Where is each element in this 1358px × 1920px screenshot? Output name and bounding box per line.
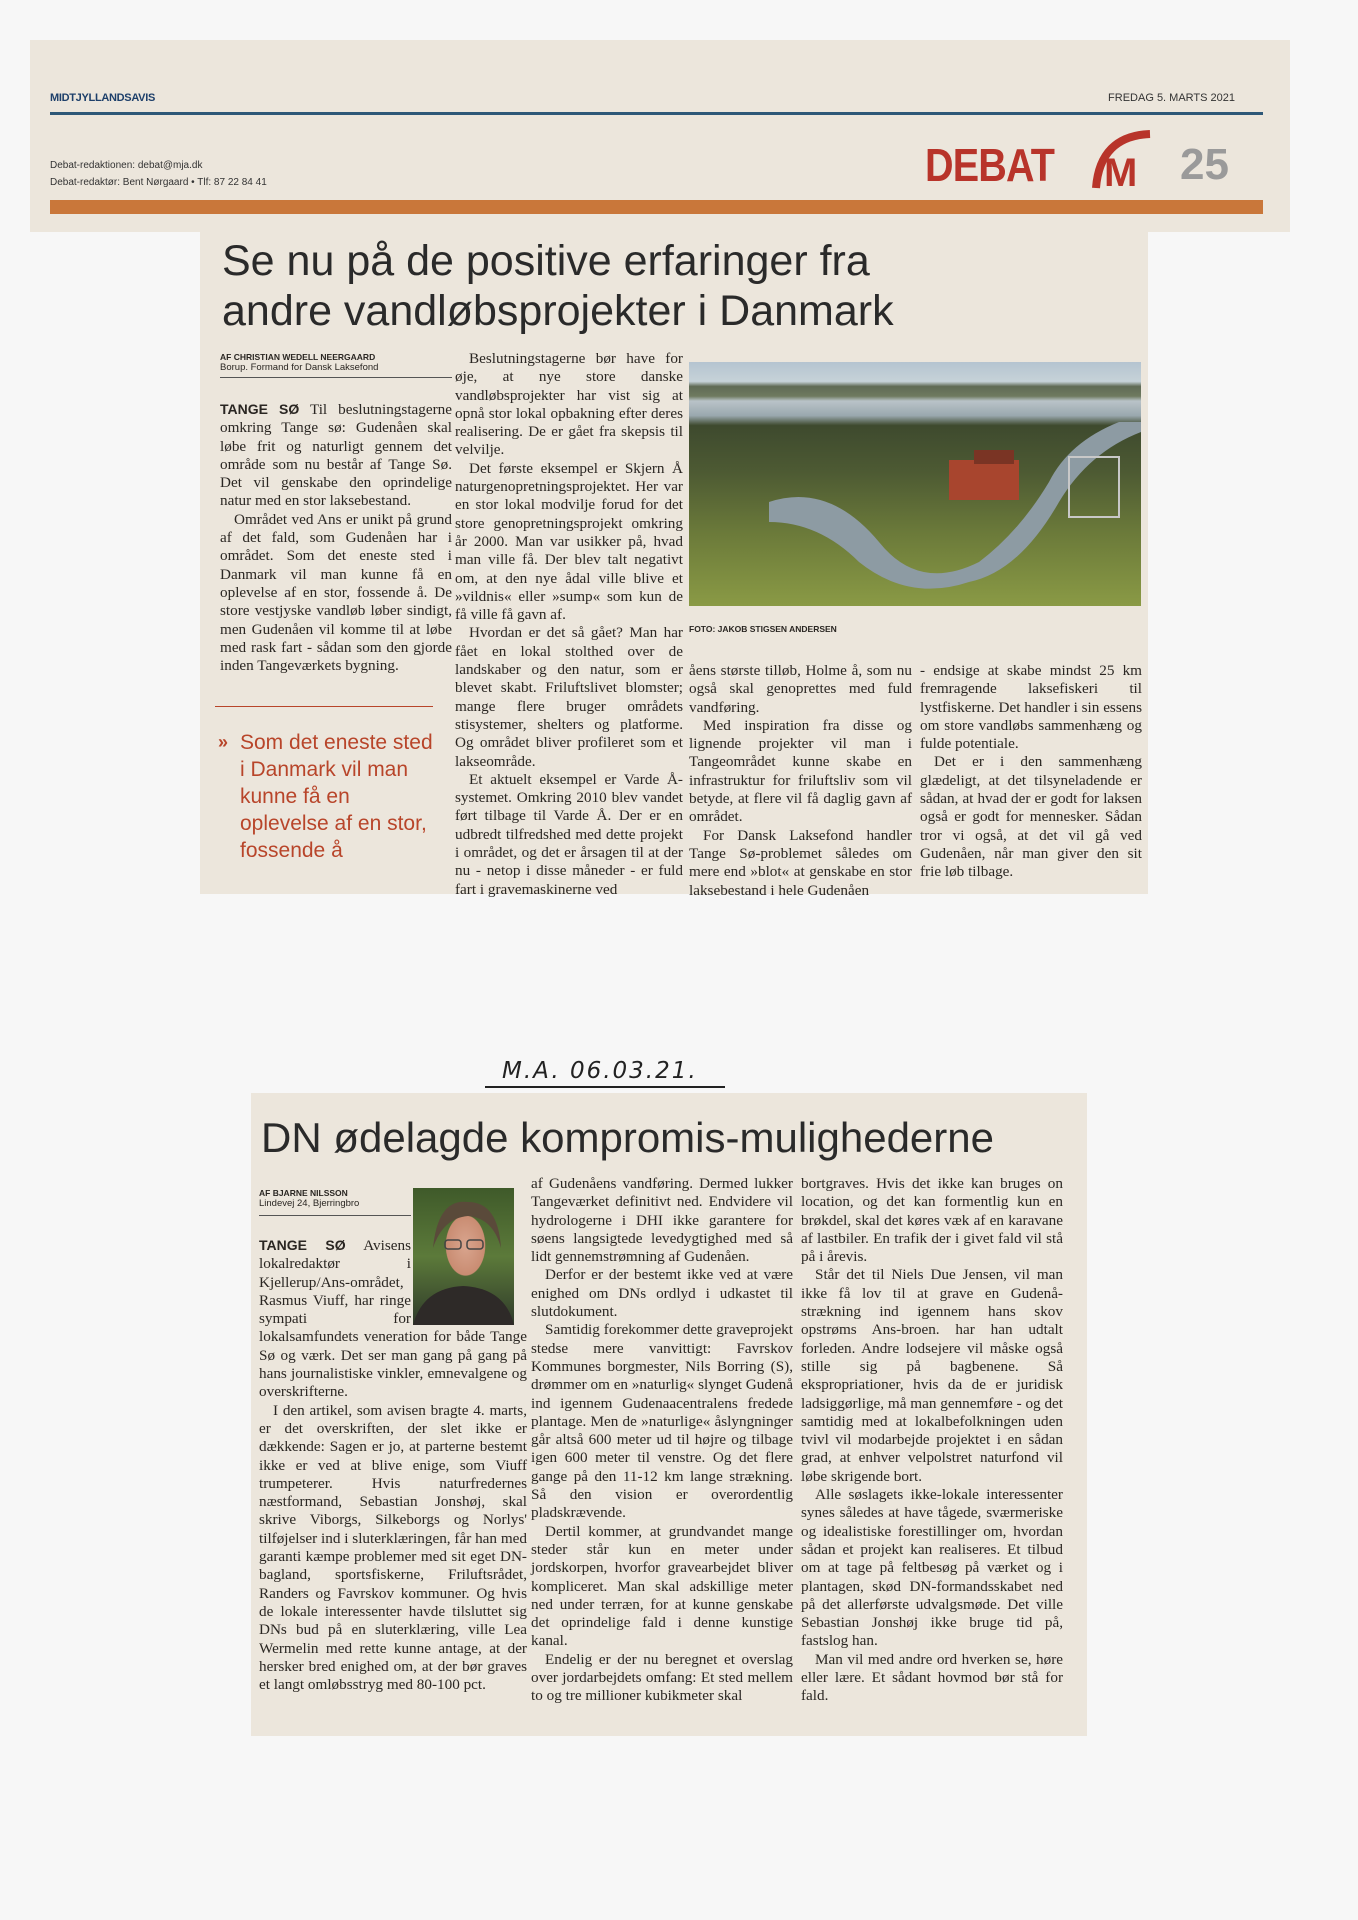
headline-line: Se nu på de positive erfaringer fra bbox=[222, 237, 870, 285]
photo-spacer bbox=[411, 1236, 527, 1328]
photo-caption: FOTO: JAKOB STIGSEN ANDERSEN bbox=[689, 624, 837, 634]
article-headline: DN ødelagde kompromis-mulighederne bbox=[261, 1114, 994, 1161]
newspaper-brand: MIDTJYLLANDSAVIS bbox=[50, 92, 156, 104]
byline-block bbox=[220, 352, 452, 378]
article-headline bbox=[222, 236, 894, 336]
divider bbox=[220, 377, 452, 378]
paragraph: Står det til Niels Due Jensen, vil man ikke få lov til at grave en Gudenå-strækning ind igennem hans skov opstrøms Ans-broen. har han udtalt forleden. Andre lodsejere vil måske også stille sig på bagbenene. Så ekspropriationer, hvis da de er juridisk ladsiggørlige, må man gennemføre - og det samtidig med at lokalbefolkningen uden tvivl vil modarbejde projektet i en sådan grad, at enhver velpolstret naturfond vil løbe skrigende bort. bbox=[801, 1266, 1063, 1485]
page-number: 25 bbox=[1180, 140, 1229, 189]
paragraph: - endsige at skabe mindst 25 km fremragende laksefiskeri til lystfiskerne. Det handler i sin essens om store vandløbs sammenhæng og fulde potentiale. bbox=[920, 662, 1142, 753]
paragraph: Området ved Ans er unikt på grund af det fald, som Gudenåen har i området. Som det eneste sted i Danmark vil man kunne få en oplevelse af en stor, fossende å. De store vestjyske vandløb løber sindigt, men Gudenåen vil komme til at løbe med rask fart - sådan som den gjorde inden Tangeværkets bygning. bbox=[220, 510, 452, 675]
paragraph: Dertil kommer, at grundvandet mange steder står kun en meter under jordskorpen, hvorfor gravearbejdet bliver kompliceret. Man skal adskillige meter ned under terræn, for at kunne genskabe det oprindelige fald i denne kunstige kanal. bbox=[531, 1522, 793, 1650]
aerial-photo bbox=[689, 362, 1141, 606]
handwritten-underline bbox=[485, 1086, 725, 1088]
article-column-1 bbox=[220, 400, 452, 690]
divider bbox=[259, 1215, 411, 1216]
article-column-2 bbox=[531, 1175, 793, 1705]
issue-date: FREDAG 5. MARTS 2021 bbox=[1108, 92, 1235, 104]
author-role: Borup. Formand for Dansk Laksefond bbox=[220, 362, 379, 373]
pull-quote-text: Som det eneste sted i Danmark vil man kunne få en oplevelse af en stor, fossende å bbox=[240, 731, 433, 862]
quote-mark-icon: » bbox=[218, 732, 229, 752]
paragraph: Et aktuelt eksempel er Varde Å-systemet. Omkring 2010 blev vandet ført tilbage til Varde Å. Der er en udbredt tilfredshed med dette projekt i området, og det er årsagen til at der nu - netop i disse måneder - er fuld fart i gravemaskinerne ved bbox=[455, 770, 683, 898]
paragraph: bortgraves. Hvis det ikke kan bruges on location, og det kan formentlig kun en brøkdel, skal det køres væk af en karavane af lastbiler. En trafik der i givet fald vil stå på i årevis. bbox=[801, 1175, 1063, 1266]
header-bar bbox=[50, 200, 1263, 214]
article-clipping-2 bbox=[251, 1093, 1087, 1736]
headline-line: andre vandløbsprojekter i Danmark bbox=[222, 287, 894, 335]
paragraph: Med inspiration fra disse og lignende projekter vil man i Tangeområdet kunne skabe en infrastruktur for friluftsliv som vil betyde, at flere vil få daglig gavn af området. bbox=[689, 716, 912, 826]
paragraph: af Gudenåens vandføring. Dermed lukker Tangeværket definitivt ned. Endvidere vil hydrologerne i DHI ikke garantere for søens langsigtede levedygtighed med så lidt gennemstrømning af Gudenåen. bbox=[531, 1175, 793, 1266]
article-column-3 bbox=[689, 662, 912, 899]
paragraph: Avisens lokalredaktør i Kjellerup/Ans-området, Rasmus Viuff, har ringe sympati for lokalsamfundets veneration for både Tange Sø og værk. Det ser man gang på gang på hans journalistiske vinkler, emnevalgene og overskrifterne. bbox=[259, 1237, 527, 1401]
paragraph: Det første eksempel er Skjern Å naturgenopretningsprojektet. Her var en stor lokal modvilje forud for det store genopretningsprojekt omkring år 2000. Man var usikker på, hvad man ville få. Der blev talt negativt om, at den nye ådal ville blive et »vildnis« eller »sump« som kun de få ville få gavn af. bbox=[455, 459, 683, 624]
paragraph: Beslutningstagerne bør have for øje, at nye store danske vandløbsprojekter har vist sig at opnå stor lokal opbakning efter deres realisering. De er gået fra skepsis til velvilje. bbox=[455, 350, 683, 459]
article-column-4 bbox=[920, 662, 1142, 888]
handwritten-date-note: M.A. 06.03.21. bbox=[502, 1058, 698, 1084]
paragraph: Til beslutningstagerne omkring Tange sø: Gudenåen skal løbe frit og naturligt gennem det område som nu består af Tange Sø. Det vil genskabe den oprindelige natur med en stor laksebestand. bbox=[220, 401, 453, 510]
author-address: Lindevej 24, Bjerringbro bbox=[259, 1198, 360, 1209]
article-column-2 bbox=[455, 350, 683, 898]
author-name: AF CHRISTIAN WEDELL NEERGAARD bbox=[220, 352, 376, 362]
contact-info bbox=[50, 157, 267, 191]
paragraph: Man vil med andre ord hverken se, høre eller lære. Et sådant hovmod bør stå for fald. bbox=[801, 1650, 1063, 1705]
paragraph: Hvordan er det så gået? Man har fået en lokal stolthed over de landskaber og den natur, som er blevet skabt. Friluftslivet blomster; mange flere bruger områdets stisystemer, shelters og platforme. Og området bliver profileret som et lakseområde. bbox=[455, 624, 683, 770]
paragraph: Derfor er der bestemt ikke ved at være enighed om DNs ordlyd i udkastet til slutdokument. bbox=[531, 1266, 793, 1321]
byline-block bbox=[259, 1188, 411, 1216]
paragraph: Samtidig forekommer dette graveprojekt stedse mere vanvittigt: Favrskov Kommunes borgmester, Nils Borring (S), drømmer om en »naturlig« slynget Gudenå ind igennem Gudenaacentralens fredede plantage. Men de »naturlige« åslyngninger går altså 600 meter ud til højre og tilbage igen 600 meter til venstre. Og det flere gange på den 11-12 km lange strækning. Så den vision er overordentlig pladskrævende. bbox=[531, 1321, 793, 1522]
m-logo-icon bbox=[1090, 128, 1160, 195]
author-name: AF BJARNE NILSSON bbox=[259, 1188, 348, 1198]
paragraph: For Dansk Laksefond handler Tange Sø-problemet således om mere end »blot« at genskabe en stor laksebestand i hele Gudenåen bbox=[689, 826, 912, 899]
paragraph: I den artikel, som avisen bragte 4. marts, er det overskriften, der slet ikke er dækkende: Sagen er jo, at parterne bestemt ikke er ved at blive enige, som Viuff trumpeterer. Hvis naturfredernes næstformand, Sebastian Jonshøj, skal skrive Viborgs, Silkeborgs og Norlys' tilføjelser ind i sluterklæringen, får han med garanti kæmpe problemer med sit eget DN-bagland, sportsfiskerne, Friluftsrådet, Randers og Favrskov kommuner. Og hvis de lokale interessenter havde tilsluttet sig DNs bud på en sluterklæring, ville Lea Wermelin med rette kunne antage, at der hersker bred enighed om, at der bør graves et langt omløbsstryg med 80-100 pct. bbox=[259, 1401, 527, 1694]
svg-text:M: M bbox=[1104, 151, 1138, 195]
article-clipping-1 bbox=[200, 222, 1148, 899]
paragraph: åens største tilløb, Holme å, som nu også skal genoprettes med fuld vandføring. bbox=[689, 662, 912, 716]
dateline: TANGE SØ bbox=[220, 401, 300, 417]
contact-line: Debat-redaktionen: debat@mja.dk bbox=[50, 160, 203, 171]
paragraph: Alle søslagets ikke-lokale interessenter synes således at have tågede, sværmeriske og idealistiske forestillinger om, hvordan sådan et projekt kan realiseres. Et tilbud om at tage på feltbesøg på værket og i plantagen, skød DN-formandsskabet ned på det allerførste udvalgsmøde. Det ville Sebastian Jonshøj ikke bruge tid på, fastslog han. bbox=[801, 1486, 1063, 1650]
dateline: TANGE SØ bbox=[259, 1237, 346, 1253]
contact-line: Debat-redaktør: Bent Nørgaard • Tlf: 87 22 84 41 bbox=[50, 177, 267, 188]
section-title: DEBAT bbox=[925, 139, 1055, 191]
article-column-3 bbox=[801, 1175, 1063, 1705]
article-column-1 bbox=[259, 1236, 527, 1694]
pull-quote-rule bbox=[215, 706, 433, 707]
header-rule bbox=[50, 112, 1263, 115]
page-header bbox=[30, 40, 1290, 232]
paragraph: Endelig er der nu beregnet et overslag over jordarbejdets omfang: Et sted mellem to og tre millioner kubikmeter skal bbox=[531, 1650, 793, 1705]
pull-quote bbox=[218, 729, 443, 864]
paragraph: Det er i den sammenhæng glædeligt, at det tilsyneladende er sådan, at hvad der er godt for laksen også er godt for mennesker. Sådan tror vi også, at det vil gå ved Gudenåen, når man giver den sit frie løb tilbage. bbox=[920, 753, 1142, 881]
